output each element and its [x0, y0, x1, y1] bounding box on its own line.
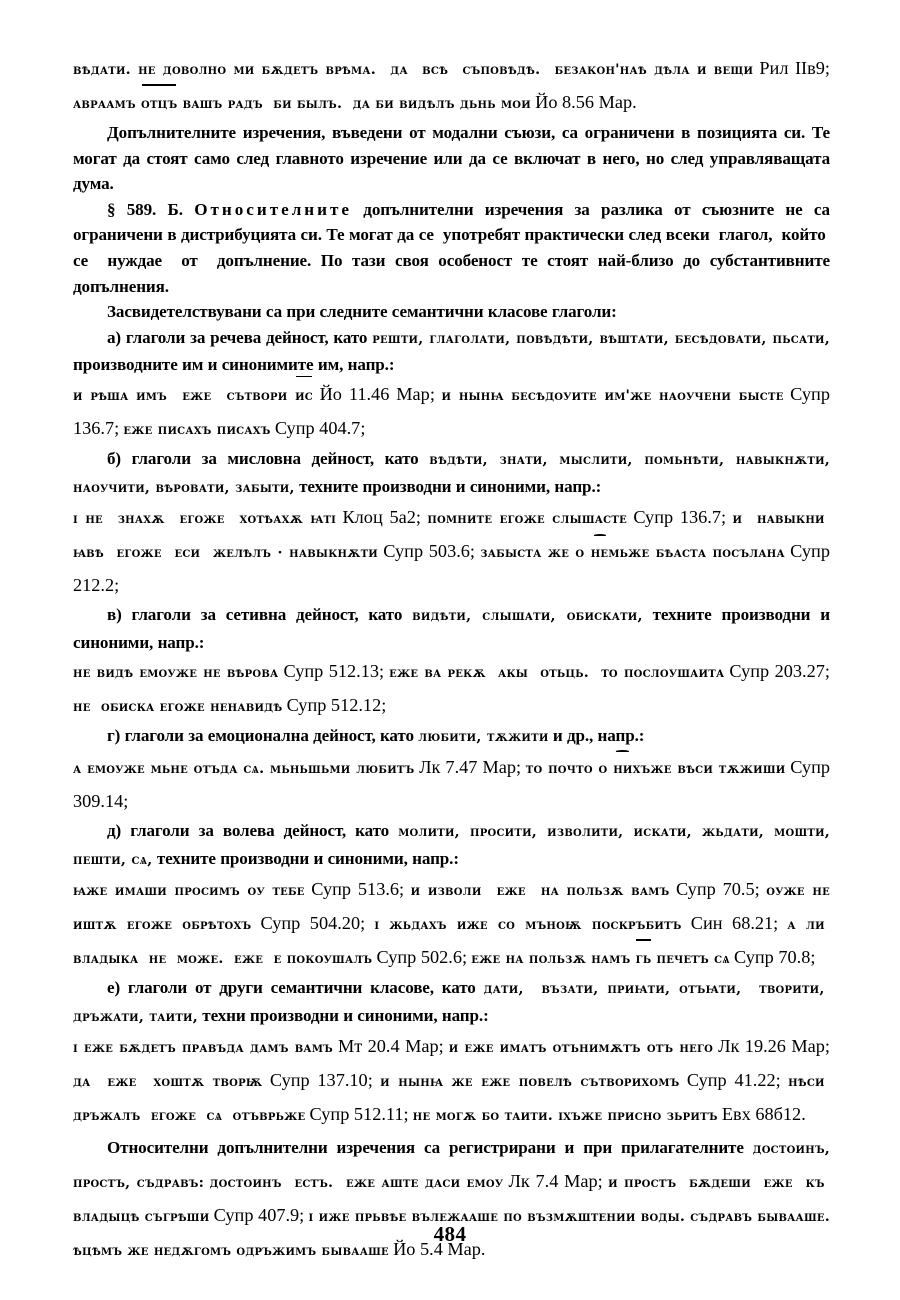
citation-source: Супр 513.6; — [311, 879, 405, 900]
ocs-verb-list: решти, глаголати, повѣдѣти, вѣштати, бесѣдовати, пьсати, — [372, 330, 830, 347]
ocs-run: помните егоже слышасте — [427, 511, 627, 528]
citation-source: Супр 136.7; — [633, 507, 727, 528]
citation-source: Супр 512.13; — [283, 661, 385, 682]
ocs-citation-block-continuation — [73, 52, 830, 120]
citation-source: Лк 19.26 Мар; — [718, 1036, 830, 1057]
titlo-mark: отцъ — [141, 88, 177, 120]
citation-source: Син 68.21; — [690, 913, 779, 934]
list-item-label: д) — [107, 820, 122, 840]
citation-source: Супр 503.6; — [383, 541, 475, 562]
list-item-tail: и др., напр.: — [552, 726, 645, 746]
ocs-run: еже писахъ писахъ — [123, 421, 271, 438]
paragraph-section-589 — [73, 197, 830, 299]
ocs-run: и простъ бѫдеши еже къ владыцѣ съгрѣши — [73, 1175, 830, 1226]
list-item-label: а) — [107, 327, 121, 347]
emphasis-relative: Относителните — [194, 199, 352, 219]
list-item-g — [73, 723, 830, 751]
list-item-lead: глаголи за мисловна дейност, като — [131, 448, 419, 468]
section-number: § 589. — [107, 199, 157, 219]
citation-source: Йо 5.4 Мар. — [393, 1239, 486, 1260]
ocs-run: и нынꙗ бесѣдоуите им'же наоучени бысте — [441, 387, 784, 404]
ocs-adjective-list: достоинъ, простъ, съдравъ: — [73, 1141, 830, 1192]
breve-mark: ни — [613, 753, 632, 785]
list-item-a — [73, 325, 830, 378]
ocs-examples-e — [73, 1030, 830, 1132]
list-item-label: е) — [107, 978, 121, 998]
ocs-examples-a — [73, 378, 830, 446]
list-item-label: г) — [107, 726, 121, 746]
ocs-run: да еже хоштѫ творѭ — [73, 1074, 263, 1091]
text-column — [73, 52, 830, 1267]
citation-source: Лк 7.47 Мар; — [419, 756, 522, 777]
citation-source: Супр 309.14; — [73, 756, 830, 811]
citation-source: Супр 137.10; — [269, 1070, 373, 1091]
ocs-run: а емоуже мьне отъда сѧ. мьньшьми любитъ — [73, 760, 415, 777]
citation-source: Евх 68б12. — [721, 1104, 806, 1125]
citation-source: Супр 70.5; — [675, 879, 760, 900]
list-item-lead: глаголи от други семантични класове, като — [127, 978, 476, 998]
ocs-run: і иже прьвѣе вълежааше по възмѫштении воды. съдравъ бывааше. ѣцѣмъ же недѫгомъ одръжимъ бывааше — [73, 1209, 830, 1260]
ocs-verb-list: вѣдѣти, знати, мыслити, помьнѣти, навыкнѫти, наоучити, вѣровати, забыти, — [73, 451, 831, 496]
breve-mark: не — [591, 537, 609, 569]
citation-source: Супр 512.12; — [286, 695, 387, 716]
citation-source: Супр 504.20; — [260, 913, 366, 934]
list-item-lead: глаголи за сетивна дейност, като — [131, 605, 403, 625]
citation-source: Лк 7.4 Мар; — [508, 1171, 603, 1192]
ocs-examples-v — [73, 655, 830, 723]
ocs-run: и навыкни ꙗвѣ егоже еси желѣлъ · навыкнѫти — [73, 511, 830, 562]
ocs-run: і жьдахъ иже со мъноѭ поскръбитъ — [374, 917, 682, 934]
list-item-tail: техни производни и синоними, напр.: — [202, 1005, 489, 1025]
list-item-label: б) — [107, 448, 121, 468]
citation-source: Супр 203.27; — [729, 661, 830, 682]
ocs-run: и рѣша имъ еже сътвори ис — [73, 388, 313, 404]
ocs-verb-list: молити, просити, изволити, искати, жьдати, мошти, пешти, сѧ, — [73, 823, 830, 868]
list-item-label: в) — [107, 605, 122, 625]
page-number: 484 — [433, 1222, 467, 1246]
ocs-run: забыста же о немьже бѣаста посълана — [480, 545, 785, 561]
ocs-run: не могѫ бо таити. іхъже присно зьритъ — [412, 1108, 718, 1125]
citation-source: Супр 41.22; — [686, 1070, 781, 1091]
ocs-run: авраамъ отцъ вашъ радъ би былъ. да би видѣлъ дьнь мои — [73, 96, 531, 112]
list-item-tail: техните производни и синоними, напр.: — [156, 848, 459, 868]
list-item-tail: техните производни и синоними, напр.: — [299, 476, 602, 496]
list-item-b — [73, 446, 830, 501]
paragraph-adjectives — [73, 1132, 830, 1267]
section-589-body: допълнителни изречения за разлика от съюзните не са ограничени в дистрибуцията си. Те могат да се употребят практически след всеки глагол, който се нуждае от допълнение. По тази своя особеност те стоят най-близо до субстантивните допълнения. — [73, 199, 830, 296]
ocs-run: еже ва рекѫ акы отьць. то послоушаита — [389, 665, 725, 682]
citation-source: Супр 512.11; — [309, 1104, 409, 1125]
list-item-tail: производните им и синонимите им, напр.: — [73, 355, 395, 375]
ocs-run: и нынꙗ же еже повелѣ сътворихомъ — [380, 1074, 680, 1091]
ocs-run: то почто о нихъже вѣси тѫжиши — [526, 761, 786, 777]
ocs-run: і еже бѫдетъ правъда дамъ вамъ — [73, 1040, 333, 1057]
citation-source: Супр 70.8; — [733, 947, 816, 968]
section-letter: Б. — [167, 199, 183, 219]
ocs-run: еже на пользѫ намъ гь печетъ сѧ — [471, 951, 730, 967]
ocs-verb-list: дати, възати, приꙗти, отъꙗти, творити, дръжати, таити, — [73, 981, 831, 1025]
paragraph-modal-clauses: Допълнителните изречения, въведени от модални съюзи, са ограничени в позицията си. Те могат да стоят само след главното изречение или да се включат в него, но след управляващата дума. — [73, 123, 830, 194]
citation-source: Супр 212.2; — [73, 541, 830, 596]
citation-source: Супр 407.9; — [213, 1205, 305, 1226]
list-item-lead: глаголи за емоционална дейност, като — [124, 726, 414, 746]
citation-source: Йо 8.56 Мар. — [535, 92, 637, 112]
list-item-e — [73, 975, 830, 1030]
ocs-examples-b — [73, 501, 830, 602]
ocs-run: и изволи еже на пользѫ вамъ — [410, 883, 670, 900]
paragraph-list-intro: Засвидетелствувани са при следните семантични класове глаголи: — [107, 302, 617, 322]
citation-source: Йо 11.46 Мар; — [319, 383, 435, 404]
ocs-run: а ли владыка не може. еже е покоушалъ — [73, 917, 830, 968]
list-item-d — [73, 818, 830, 873]
list-item-tail: техните производни и синоними, напр.: — [73, 605, 830, 652]
ocs-verb-list: любити, тѫжити — [418, 729, 549, 746]
citation-source: Супр 404.7; — [274, 417, 366, 438]
ocs-run: вѣдати. не доволно ми бѫдетъ врѣма. да всѣ съповѣдѣ. безакон'наѣ дѣла и вещи — [73, 62, 754, 78]
ocs-run: и еже иматъ отънимѫтъ отъ него — [448, 1040, 714, 1057]
paragraph-adjectives-lead: Относителни допълнителни изречения са регистрирани и при прилагателните — [107, 1138, 744, 1158]
ocs-examples-d — [73, 873, 830, 975]
ocs-run: нѣси дръжалъ егоже сѧ отъврьже — [73, 1074, 830, 1125]
ocs-run: ꙗже имаши просимъ оу тебе — [73, 883, 305, 900]
titlo-mark: ис — [295, 380, 313, 412]
citation-source: Супр 502.6; — [376, 947, 468, 968]
ocs-verb-list: видѣти, слышати, обискати, — [412, 608, 643, 625]
ocs-run: і не знахѫ егоже хотѣахѫ ꙗті — [73, 511, 337, 528]
ocs-run: достоинъ естъ. еже аште даси емоу — [209, 1175, 504, 1192]
list-item-lead: глаголи за речева дейност, като — [125, 327, 368, 347]
citation-source: Рил IIв9; — [759, 58, 830, 78]
list-item-lead: глаголи за волева дейност, като — [130, 820, 390, 840]
list-item-v — [73, 602, 830, 655]
ocs-examples-g — [73, 751, 830, 818]
ocs-run: оуже не иштѫ егоже обрѣтохъ — [73, 883, 830, 934]
ocs-run: не видѣ емоуже не вѣрова — [73, 665, 279, 682]
ocs-run: не обиска егоже ненавидѣ — [73, 699, 283, 716]
titlo-mark: гь — [636, 943, 652, 975]
citation-source: Супр 136.7; — [73, 383, 830, 438]
citation-source: Клоц 5а2; — [342, 507, 421, 528]
citation-source: Мт 20.4 Мар; — [337, 1036, 444, 1057]
